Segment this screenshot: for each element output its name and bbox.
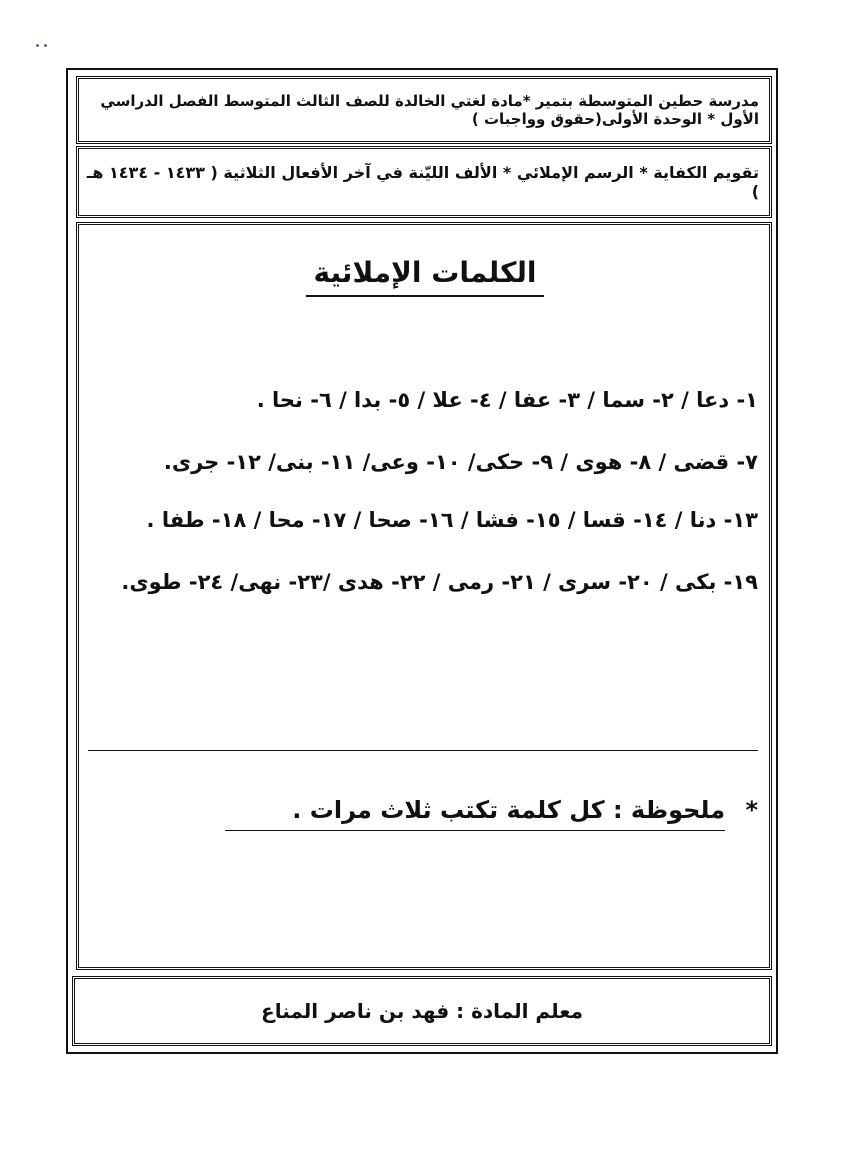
separator-line bbox=[88, 750, 758, 751]
header-school-box bbox=[76, 76, 772, 144]
teacher-box bbox=[72, 976, 772, 1046]
word-line-3: ١٣- دنا / ١٤- قسا / ١٥- فشا / ١٦- صحا / ١٧- محا / ١٨- طفا . bbox=[146, 508, 758, 532]
header-lesson-box bbox=[76, 146, 772, 218]
word-line-4: ١٩- بكى / ٢٠- سرى / ٢١- رمى / ٢٢- هدى /٢٣- نهى/ ٢٤- طوى. bbox=[121, 570, 758, 594]
star-icon: * bbox=[745, 796, 758, 824]
word-line-1: ١- دعا / ٢- سما / ٣- عفا / ٤- علا / ٥- بدا / ٦- نحا . bbox=[256, 388, 758, 412]
page-title-text: الكلمات الإملائية bbox=[306, 256, 545, 297]
note-text: ملحوظة : كل كلمة تكتب ثلاث مرات . bbox=[225, 796, 725, 831]
header-school-line: مدرسة حطين المتوسطة بتمير *مادة لغتي الخالدة للصف الثالث المتوسط الفصل الدراسي الأول * الوحدة الأولى(حقوق وواجبات ) bbox=[100, 92, 759, 128]
content-box bbox=[76, 222, 772, 970]
note bbox=[225, 796, 758, 831]
scan-speck bbox=[44, 44, 47, 47]
scan-speck bbox=[36, 44, 39, 47]
page-title bbox=[0, 256, 850, 297]
word-line-2: ٧- قضى / ٨- هوى / ٩- حكى/ ١٠- وعى/ ١١- بنى/ ١٢- جرى. bbox=[163, 450, 758, 474]
header-lesson-line: تقويم الكفاية * الرسم الإملائي * الألف الليّنة في آخر الأفعال الثلاثية ( ١٤٣٣ - ١٤٣٤ هـ ) bbox=[86, 163, 759, 201]
teacher-line: معلم المادة : فهد بن ناصر المناع bbox=[261, 999, 583, 1023]
